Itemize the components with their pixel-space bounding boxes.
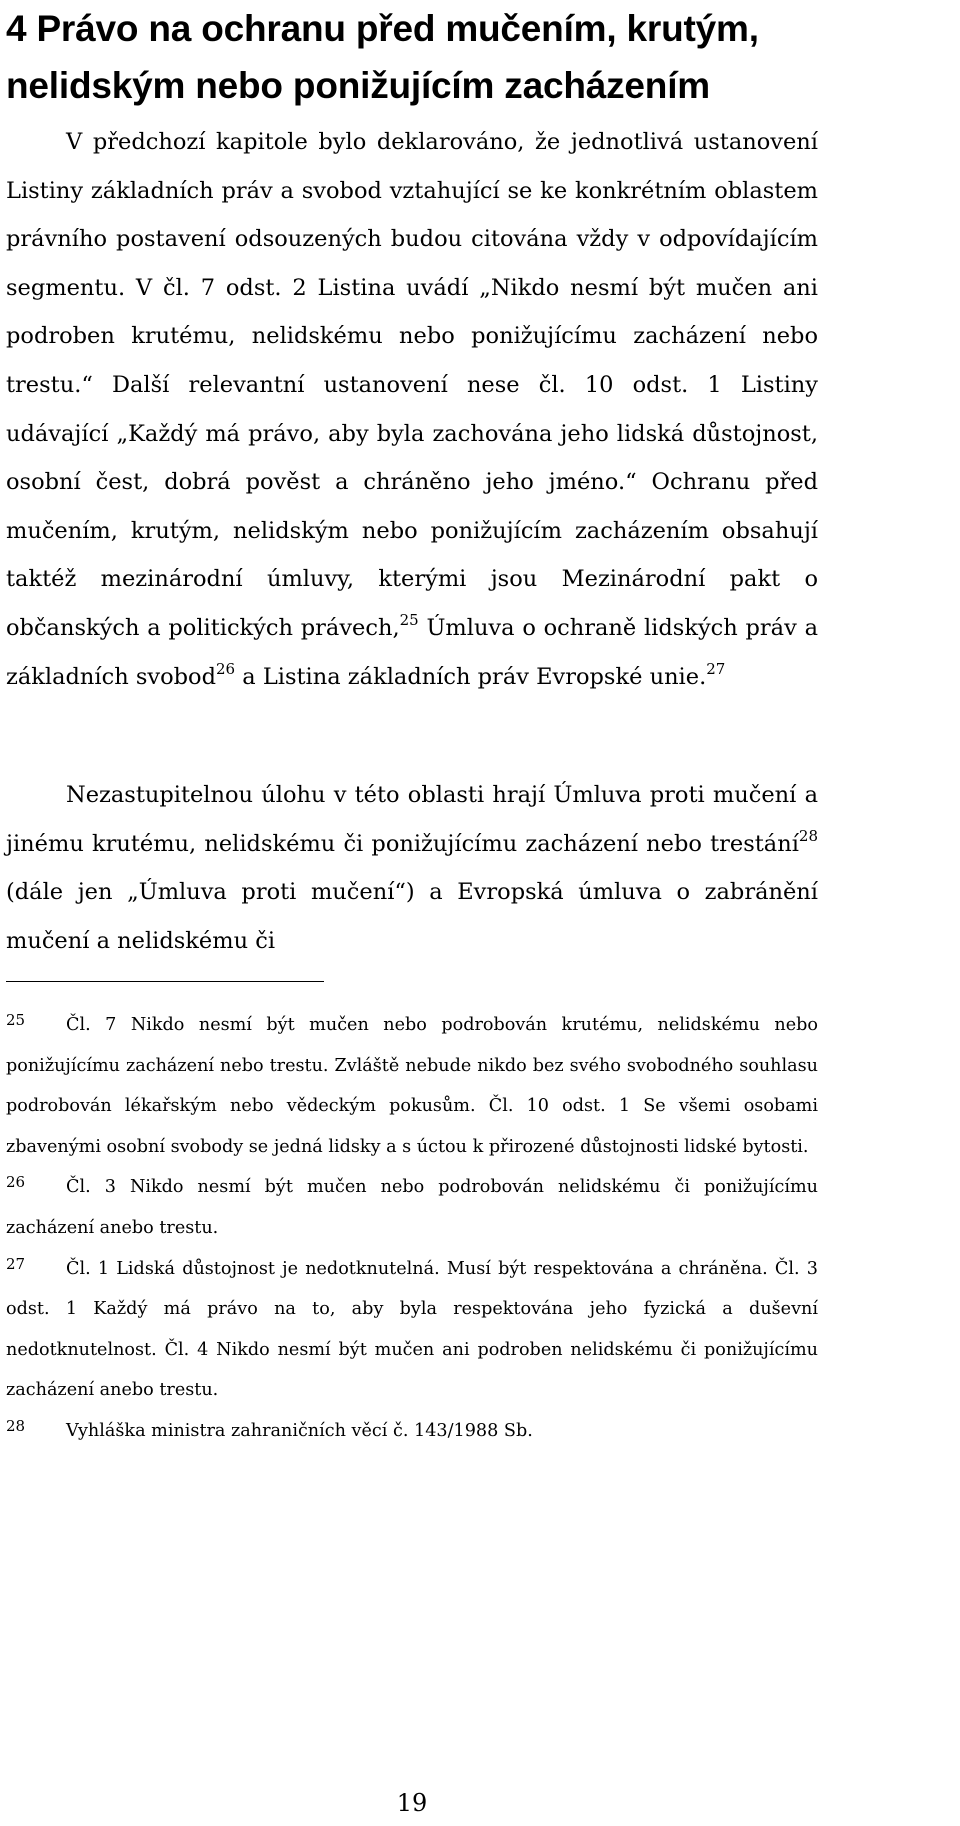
paragraph-2-text-part-2: (dále jen „Úmluva proti mučení“) a Evropská úmluva o zabránění mučení a nelidskému či	[6, 879, 818, 954]
footnote-text: Čl. 1 Lidská důstojnost je nedotknutelná. Musí být respektována a chráněna. Čl. 3 odst. 1 Každý má právo na to, aby byla respektována jeho fyzická a duševní nedotknutelnost. Čl. 4 Nikdo nesmí být mučen ani podroben nelidskému či ponižujícímu zacházení anebo trestu.	[6, 1258, 818, 1401]
paragraph-1-text-part-2: Úmluva o ochraně lidských práv a základních svobod	[6, 614, 818, 690]
footnote-ref-28[interactable]: 28	[798, 826, 818, 845]
footnote-26: 26 Čl. 3 Nikdo nesmí být mučen nebo podrobován nelidskému či ponižujícímu zacházení anebo trestu.	[6, 1173, 818, 1238]
footnote-separator	[6, 981, 324, 982]
body-paragraph-2	[6, 771, 818, 965]
footnotes-section	[6, 1005, 818, 1452]
chapter-heading	[6, 0, 946, 114]
footnote-28: 28 Vyhláška ministra zahraničních věcí č. 143/1988 Sb.	[6, 1416, 533, 1441]
page-number: 19	[396, 1789, 428, 1817]
footnote-27: 27 Čl. 1 Lidská důstojnost je nedotknutelná. Musí být respektována a chráněna. Čl. 3 odst. 1 Každý má právo na to, aby byla respektována jeho fyzická a duševní nedotknutelnost. Čl. 4 Nikdo nesmí být mučen ani podroben nelidskému či ponižujícímu zacházení anebo trestu.	[6, 1254, 818, 1401]
footnote-text: Čl. 3 Nikdo nesmí být mučen nebo podrobován nelidskému či ponižujícímu zacházení anebo trestu.	[6, 1177, 818, 1238]
body-paragraph-1	[6, 118, 818, 701]
footnote-ref-26[interactable]: 26	[216, 659, 236, 678]
paragraph-1-text-part-1: V předchozí kapitole bylo deklarováno, že jednotlivá ustanovení Listiny základních práv a svobod vztahující se ke konkrétním oblastem právního postavení odsouzených budou citována vždy v odpovídajícím segmentu. V čl. 7 odst. 2 Listina uvádí „Nikdo nesmí být mučen ani podroben krutému, nelidskému nebo ponižujícímu zacházení nebo trestu.“ Další relevantní ustanovení nese čl. 10 odst. 1 Listiny udávající „Každý má právo, aby byla zachována jeho lidská důstojnost, osobní čest, dobrá pověst a chráněno jeho jméno.“ Ochranu před mučením, krutým, nelidským nebo ponižujícím zacházením obsahují taktéž mezinárodní úmluvy, kterými jsou Mezinárodní pakt o občanských a politických právech,	[6, 129, 818, 641]
footnote-ref-27[interactable]: 27	[706, 659, 726, 678]
footnote-25: 25 Čl. 7 Nikdo nesmí být mučen nebo podrobován krutému, nelidskému nebo ponižujícímu zacházení nebo trestu. Zvláště nebude nikdo bez svého svobodného souhlasu podrobován lékařským nebo vědeckým pokusům. Čl. 10 odst. 1 Se všemi osobami zbavenými osobní svobody se jedná lidsky a s úctou k přirozené důstojnosti lidské bytosti.	[6, 1011, 818, 1157]
footnote-text: Vyhláška ministra zahraničních věcí č. 143/1988 Sb.	[66, 1420, 533, 1441]
chapter-heading-line-1: 4 Právo na ochranu před mučením, krutým,	[6, 8, 759, 49]
chapter-heading-line-2: nelidským nebo ponižujícím zacházením	[6, 65, 710, 106]
footnote-text: Čl. 7 Nikdo nesmí být mučen nebo podrobován krutému, nelidskému nebo ponižujícímu zacházení nebo trestu. Zvláště nebude nikdo bez svého svobodného souhlasu podrobován lékařským nebo vědeckým pokusům. Čl. 10 odst. 1 Se všemi osobami zbavenými osobní svobody se jedná lidsky a s úctou k přirozené důstojnosti lidské bytosti.	[6, 1015, 818, 1157]
footnote-ref-25[interactable]: 25	[399, 610, 419, 629]
paragraph-1-text-part-3: a Listina základních práv Evropské unie.	[235, 663, 707, 690]
paragraph-2-text-part-1: Nezastupitelnou úlohu v této oblasti hrají Úmluva proti mučení a jinému krutému, nelidskému či ponižujícímu zacházení nebo trestání	[6, 782, 818, 857]
